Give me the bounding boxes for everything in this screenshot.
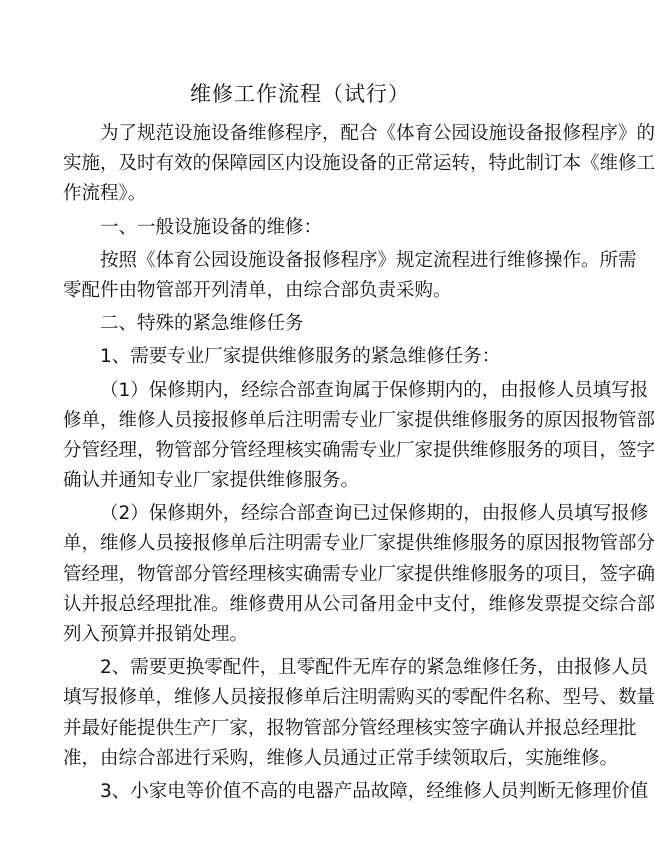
text-line: 按照《体育公园设施设备报修程序》规定流程进行维修操作。所需 — [100, 249, 637, 271]
text-line: 二、特殊的紧急维修任务 — [100, 313, 304, 335]
paragraph — [63, 653, 655, 774]
document-body — [63, 119, 655, 807]
text-line: 3、小家电等价值不高的电器产品故障，经维修人员判断无修理价值 — [100, 780, 649, 802]
paragraph — [63, 309, 541, 339]
paragraph — [63, 213, 541, 243]
text-line: 修单，维修人员接报修单后注明需专业厂家提供维修服务的原因报物管部 — [63, 409, 655, 431]
text-line: 为了规范设施设备维修程序，配合《体育公园设施设备报修程序》的 — [100, 123, 655, 144]
document-title: 维修工作流程（试行） — [190, 82, 410, 106]
text-line: 并最好能提供生产厂家，报物管部分管经理核实签字确认并报总经理批 — [63, 717, 637, 739]
text-line: 2、需要更换零配件，且零配件无库存的紧急维修任务，由报修人员 — [100, 657, 649, 679]
text-line: 零配件由物管部开列清单，由综合部负责采购。 — [63, 279, 452, 301]
text-line: 准，由综合部进行采购，维修人员通过正常手续领取后，实施维修。 — [63, 747, 619, 769]
text-line: （2）保修期外，经综合部查询已过保修期的，由报修人员填写报修 — [100, 503, 649, 525]
text-line: 一、一般设施设备的维修： — [100, 216, 323, 238]
paragraph — [63, 342, 541, 372]
paragraph — [63, 246, 637, 306]
text-line: 单，维修人员接报修单后注明需专业厂家提供维修服务的原因报物管部分 — [63, 533, 655, 555]
text-line: 确认并通知专业厂家提供维修服务。 — [63, 470, 360, 492]
paragraph — [63, 119, 655, 210]
text-line: 认并报总经理批准。维修费用从公司备用金中支付，维修发票提交综合部 — [63, 593, 655, 615]
paragraph — [63, 499, 655, 650]
paragraph — [63, 777, 649, 807]
paragraph — [63, 376, 655, 497]
text-line: 分管经理，物管部分管经理核实确需专业厂家提供维修服务的项目，签字 — [63, 439, 655, 461]
text-line: 1、需要专业厂家提供维修服务的紧急维修任务： — [100, 346, 501, 368]
text-line: 管经理，物管部分管经理核实确需专业厂家提供维修服务的项目，签字确 — [63, 563, 655, 585]
text-line: 填写报修单，维修人员接报修单后注明需购买的零配件名称、型号、数量 — [63, 687, 655, 709]
text-line: 作流程》。 — [63, 183, 147, 205]
text-line: （1）保修期内，经综合部查询属于保修期内的，由报修人员填写报 — [100, 379, 649, 401]
text-line: 实施，及时有效的保障园区内设施设备的正常运转，特此制订本《维修工 — [63, 153, 655, 175]
text-line: 列入预算并报销处理。 — [63, 624, 249, 645]
